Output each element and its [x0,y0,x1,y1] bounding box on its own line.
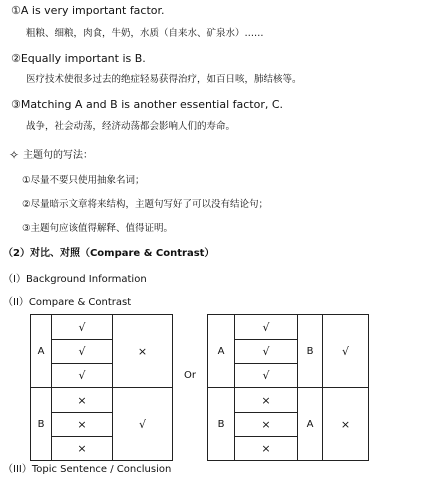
section-2-heading [3,249,214,259]
cross-mark: × [235,437,298,461]
check-mark: √ [323,315,369,388]
right-label-b: B [208,388,235,461]
section-2-english: Compare & Contrast [89,248,205,259]
compare-table-left [30,314,173,461]
or-label: Or [184,370,196,381]
check-mark: √ [235,364,298,388]
factor-1-heading: ①A is very important factor. [11,4,165,17]
compare-table-right [207,314,369,461]
factor-3-detail: 战争，社会动荡，经济动荡都会影响人们的寿命。 [26,121,236,132]
check-mark: √ [52,340,113,364]
check-mark: √ [235,315,298,340]
factor-2-heading: ②Equally important is B. [11,52,146,65]
outline-item-1: （I）Background Information [3,274,147,285]
topic-point-1: ①尽量不要只使用抽象名词； [22,175,145,186]
factor-2-detail: 医疗技术使很多过去的绝症轻易获得治疗，如百日咳，肺结核等。 [26,74,302,85]
check-mark: √ [113,388,173,461]
factor-3-heading: ③Matching A and B is another essential factor, C. [11,98,284,111]
outline-item-2: （II）Compare & Contrast [3,297,132,308]
cross-mark: × [52,413,113,437]
cross-mark: × [235,388,298,413]
left-label-b: B [31,388,52,461]
cross-mark: × [113,315,173,388]
right-label-a: A [208,315,235,388]
cross-mark: × [52,437,113,461]
outline-item-3: （III）Topic Sentence / Conclusion [3,464,172,475]
right-label-b-top: B [298,315,323,388]
right-label-a-bottom: A [298,388,323,461]
cross-mark: × [52,388,113,413]
sparkle-icon: ✧ [9,148,20,162]
topic-point-3: ③主题句应该值得解释、值得证明。 [22,223,174,234]
section-2-suffix: ） [204,248,215,259]
cross-mark: × [323,388,369,461]
section-2-prefix: （2）对比、对照（ [3,248,90,259]
check-mark: √ [52,364,113,388]
factor-1-detail: 粗粮、细粮，肉食，牛奶，水质（自来水、矿泉水）…… [26,28,264,39]
topic-point-2: ②尽量暗示文章将来结构，主题句写好了可以没有结论句； [22,199,269,210]
cross-mark: × [235,413,298,437]
left-label-a: A [31,315,52,388]
topic-sentence-heading: 主题句的写法： [23,150,93,161]
check-mark: √ [235,340,298,364]
check-mark: √ [52,315,113,340]
